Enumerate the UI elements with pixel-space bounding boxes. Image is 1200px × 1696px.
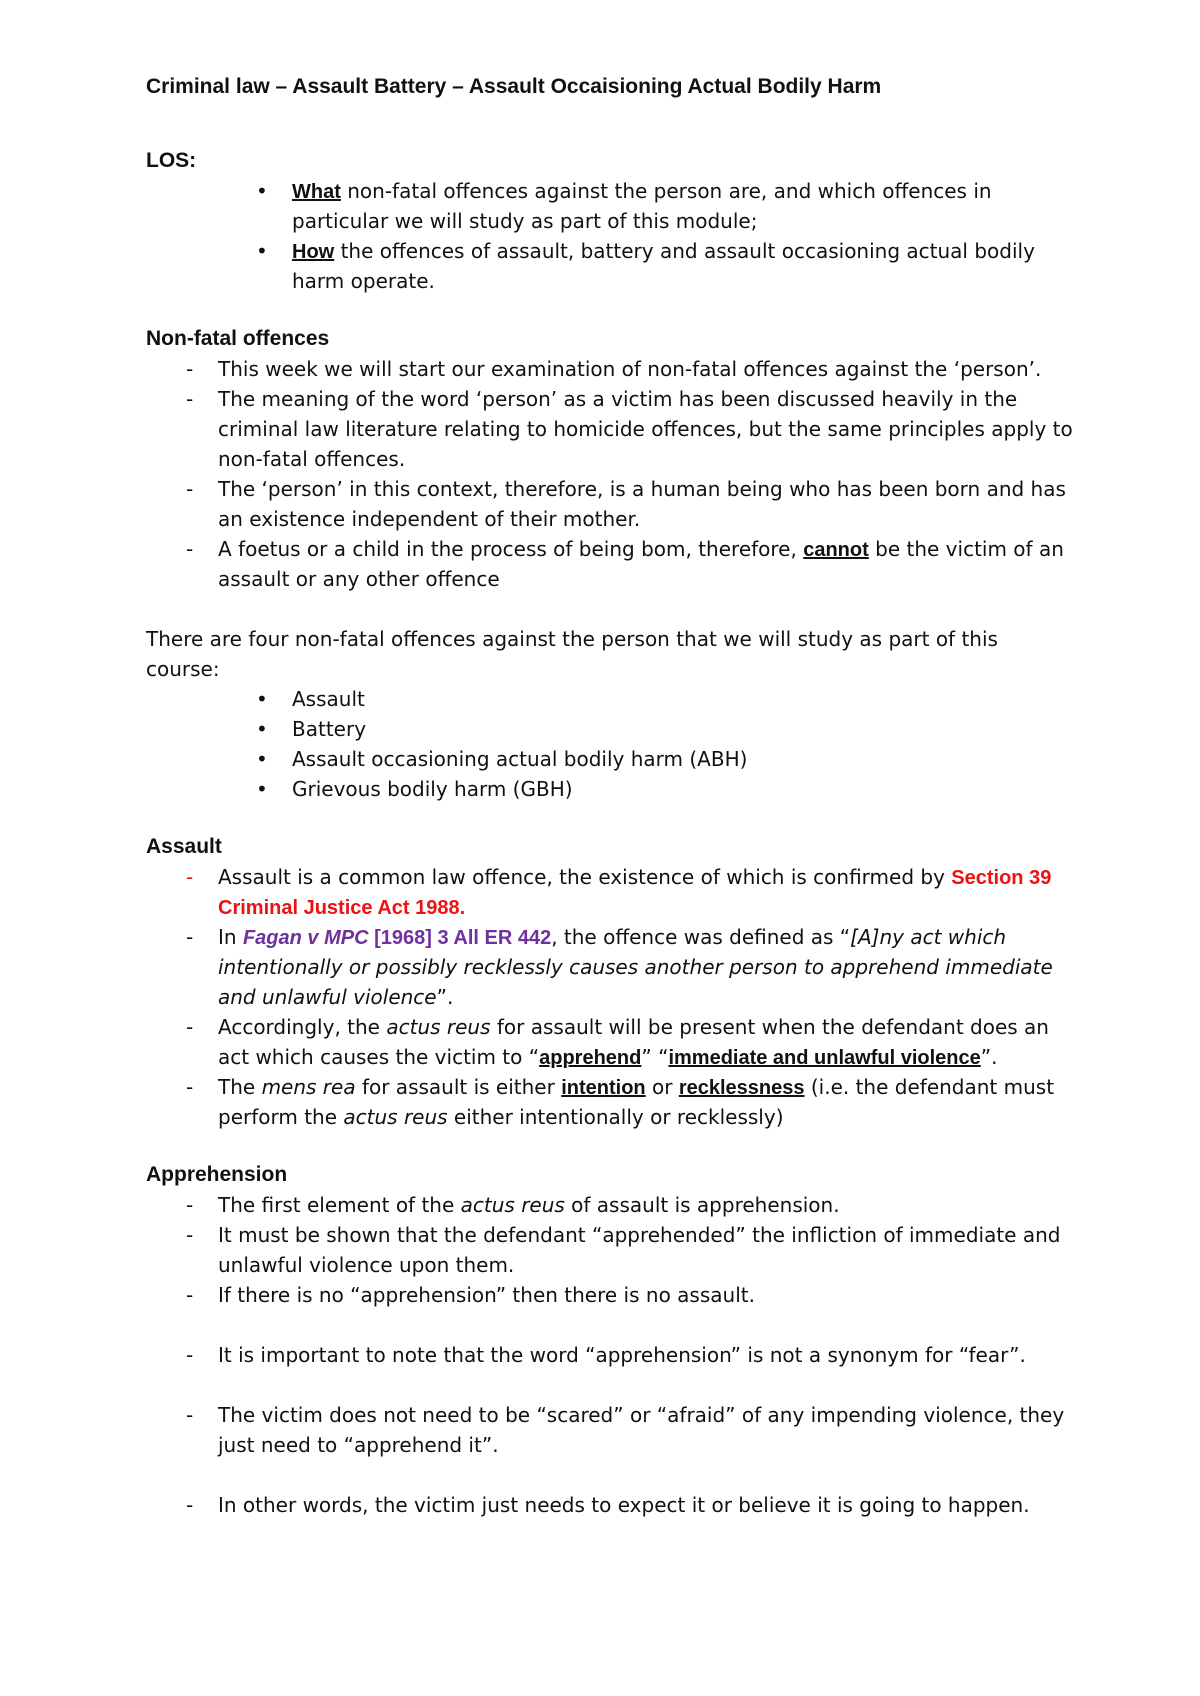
dash-icon: - <box>186 1193 194 1217</box>
bullet-icon: • <box>256 239 268 263</box>
how-keyword: How <box>292 241 335 263</box>
bullet-icon: • <box>256 687 268 711</box>
dash-icon: - <box>186 477 194 501</box>
bullet-icon: • <box>256 777 268 801</box>
assault-point-cont: and unlawful violence”. <box>218 985 454 1009</box>
nonfatal-point: The ‘person’ in this context, therefore, is a human being who has been born and has <box>218 477 1066 501</box>
bullet-icon: • <box>256 717 268 741</box>
recklessness-keyword: recklessness <box>678 1077 805 1099</box>
nonfatal-point: The meaning of the word ‘person’ as a victim has been discussed heavily in the <box>218 387 1018 411</box>
assault-point: Assault is a common law offence, the existence of which is confirmed by Section 39 <box>218 865 1052 889</box>
dash-icon: - <box>186 1283 194 1307</box>
los-item-how: How the offences of assault, battery and assault occasioning actual bodily <box>292 239 1035 263</box>
dash-icon: - <box>186 537 194 561</box>
assault-heading: Assault <box>146 835 222 858</box>
dash-icon: - <box>186 1343 194 1367</box>
dash-icon: - <box>186 865 194 889</box>
los-item-what-cont: particular we will study as part of this module; <box>292 209 758 233</box>
dash-icon: - <box>186 925 194 949</box>
apprehension-heading: Apprehension <box>146 1163 288 1186</box>
nonfatal-point-cont: non-fatal offences. <box>218 447 406 471</box>
offences-intro-cont: course: <box>146 657 220 681</box>
dash-icon: - <box>186 1493 194 1517</box>
apprehension-point: The victim does not need to be “scared” or “afraid” of any impending violence, they <box>218 1403 1065 1427</box>
apprehension-point: In other words, the victim just needs to expect it or believe it is going to happen. <box>218 1493 1030 1517</box>
dash-icon: - <box>186 357 194 381</box>
dash-icon: - <box>186 1223 194 1247</box>
dash-icon: - <box>186 387 194 411</box>
los-item-what: What non-fatal offences against the person are, and which offences in <box>292 179 992 203</box>
offence-list-item: Grievous bodily harm (GBH) <box>292 777 573 801</box>
apprehension-point: It must be shown that the defendant “apprehended” the infliction of immediate and <box>218 1223 1061 1247</box>
nonfatal-point: A foetus or a child in the process of being bom, therefore, cannot be the victim of an <box>218 537 1064 561</box>
offence-list-item: Assault occasioning actual bodily harm (ABH) <box>292 747 748 771</box>
assault-point: The mens rea for assault is either intention or recklessness (i.e. the defendant must <box>218 1075 1055 1099</box>
violence-keyword: immediate and unlawful violence <box>668 1047 981 1069</box>
assault-point-cont: intentionally or possibly recklessly causes another person to apprehend immediate <box>218 955 1053 979</box>
offence-list-item: Battery <box>292 717 367 741</box>
assault-point-cont: perform the actus reus either intentionally or recklessly) <box>218 1105 784 1129</box>
cannot-keyword: cannot <box>803 539 869 561</box>
los-item-how-cont: harm operate. <box>292 269 435 293</box>
apprehension-point: If there is no “apprehension” then there is no assault. <box>218 1283 755 1307</box>
nonfatal-point: This week we will start our examination of non-fatal offences against the ‘person’. <box>218 357 1042 381</box>
dash-icon: - <box>186 1403 194 1427</box>
case-name: Fagan v MPC <box>242 927 369 949</box>
apprehension-point: It is important to note that the word “apprehension” is not a synonym for “fear”. <box>218 1343 1026 1367</box>
case-citation: [1968] 3 All ER 442 <box>368 927 552 949</box>
nonfatal-point-cont: an existence independent of their mother. <box>218 507 641 531</box>
nonfatal-heading: Non-fatal offences <box>146 327 330 350</box>
page-title: Criminal law – Assault Battery – Assault Occaisioning Actual Bodily Harm <box>146 75 882 98</box>
assault-point: Accordingly, the actus reus for assault will be present when the defendant does an <box>218 1015 1049 1039</box>
assault-point-cont: act which causes the victim to “apprehend” “immediate and unlawful violence”. <box>218 1045 998 1069</box>
intention-keyword: intention <box>561 1077 646 1099</box>
statute-reference: Section 39 <box>951 867 1052 889</box>
offences-intro: There are four non-fatal offences against the person that we will study as part of this <box>146 627 998 651</box>
apprehension-point-cont: just need to “apprehend it”. <box>218 1433 499 1457</box>
assault-point-cont <box>218 892 465 923</box>
dash-icon: - <box>186 1015 194 1039</box>
apprehend-keyword: apprehend <box>539 1047 642 1069</box>
apprehension-point: The first element of the actus reus of assault is apprehension. <box>218 1193 840 1217</box>
offence-list-item: Assault <box>292 687 365 711</box>
nonfatal-point-cont: assault or any other offence <box>218 567 500 591</box>
bullet-icon: • <box>256 179 268 203</box>
los-heading: LOS: <box>146 149 197 172</box>
dash-icon: - <box>186 1075 194 1099</box>
what-keyword: What <box>292 181 341 203</box>
apprehension-point-cont: unlawful violence upon them. <box>218 1253 515 1277</box>
statute-reference: Criminal Justice Act 1988. <box>218 897 466 919</box>
nonfatal-point-cont: criminal law literature relating to homicide offences, but the same principles apply to <box>218 417 1073 441</box>
assault-point: In Fagan v MPC [1968] 3 All ER 442, the offence was defined as “[A]ny act which <box>218 925 1007 949</box>
bullet-icon: • <box>256 747 268 771</box>
